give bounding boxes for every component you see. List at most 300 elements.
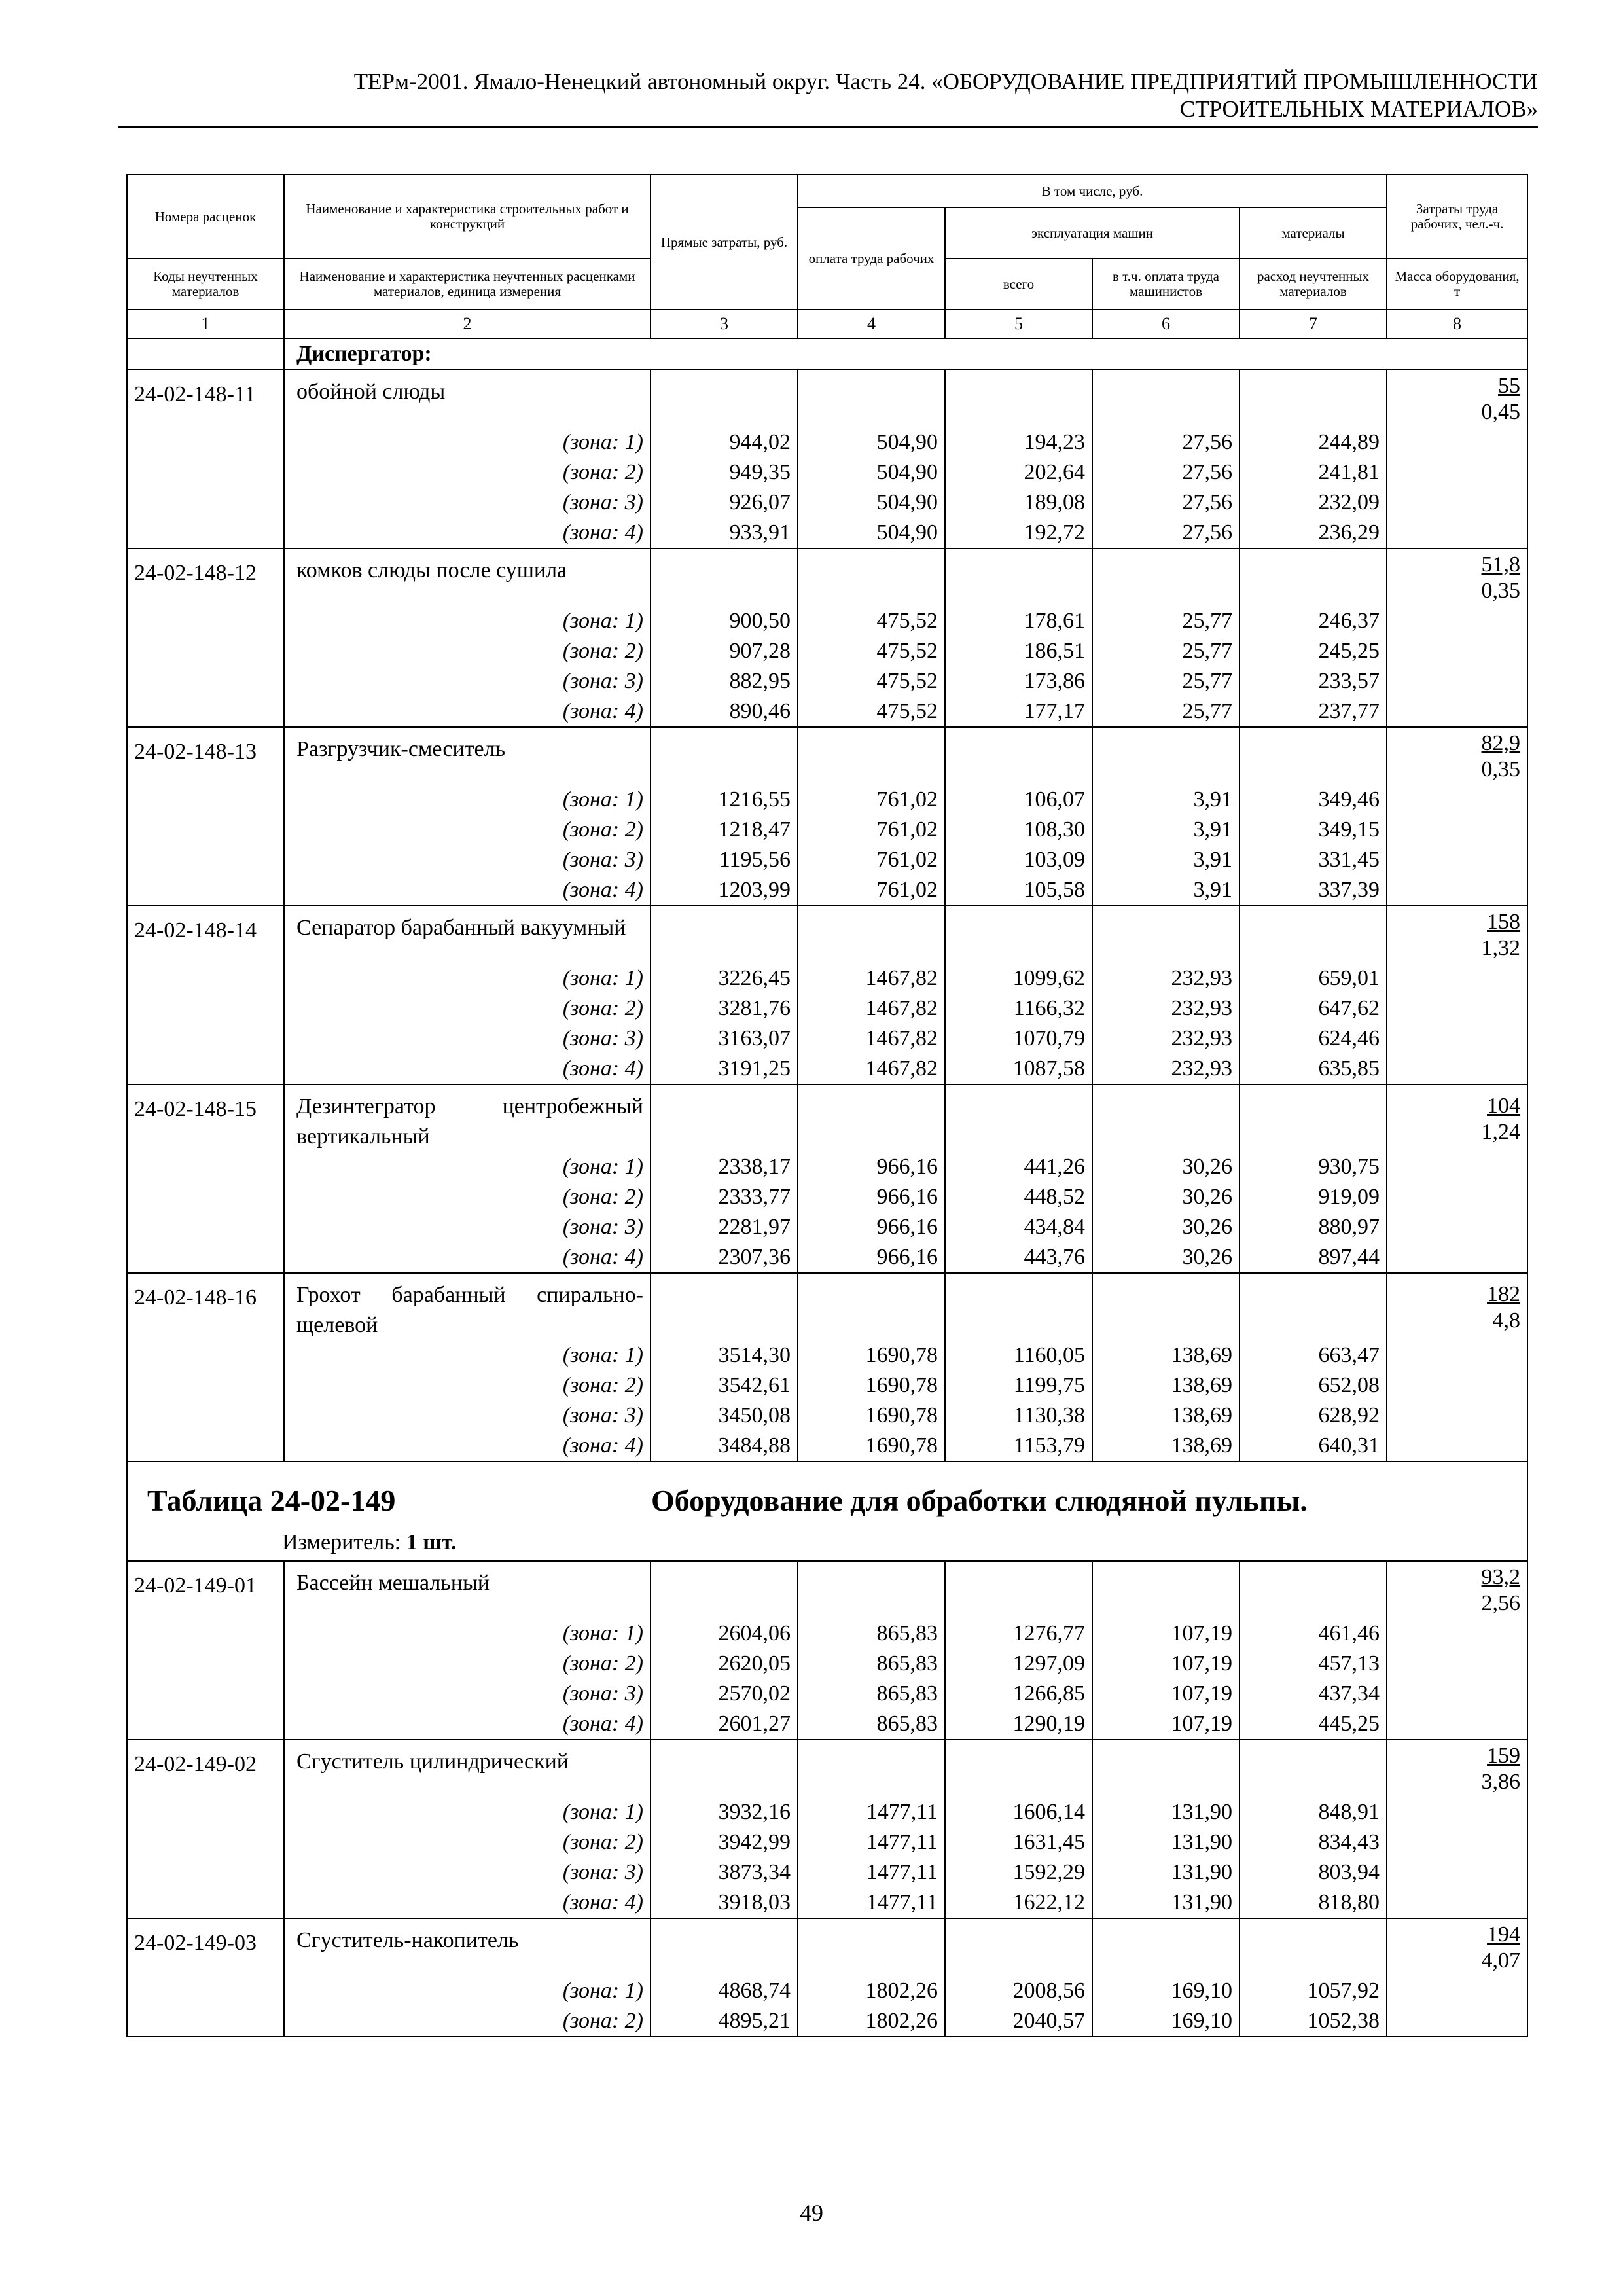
equipment-mass: 1,32 xyxy=(1481,936,1521,960)
machine-operation-value: 1199,75 xyxy=(945,1371,1092,1401)
zone-row xyxy=(127,1827,1527,1857)
labor-hours: 104 xyxy=(1487,1093,1521,1118)
labor-pay-value: 966,16 xyxy=(798,1152,945,1182)
machinist-pay-value: 107,19 xyxy=(1092,1619,1240,1649)
zone-label: (зона: 2) xyxy=(284,636,651,666)
direct-costs-value: 3932,16 xyxy=(651,1797,798,1827)
machine-operation-value: 108,30 xyxy=(945,815,1092,845)
labor-pay-value: 475,52 xyxy=(798,666,945,696)
machinist-pay-value: 232,93 xyxy=(1092,963,1240,994)
labor-hours: 182 xyxy=(1487,1282,1521,1306)
direct-costs-value: 2281,97 xyxy=(651,1212,798,1242)
direct-costs-value: 3942,99 xyxy=(651,1827,798,1857)
labor-pay-value: 761,02 xyxy=(798,875,945,906)
equipment-mass: 2,56 xyxy=(1481,1591,1521,1615)
rate-code: 24-02-149-03 xyxy=(127,1918,284,1976)
direct-costs-value: 2338,17 xyxy=(651,1152,798,1182)
labor-pay-value: 1690,78 xyxy=(798,1431,945,1462)
machinist-pay-value: 169,10 xyxy=(1092,1976,1240,2006)
machinist-pay-value: 3,91 xyxy=(1092,875,1240,906)
labor-hours: 51,8 xyxy=(1481,552,1521,577)
machinist-pay-value: 232,93 xyxy=(1092,1054,1240,1085)
labor-pay-value: 475,52 xyxy=(798,606,945,636)
labor-pay-value: 865,83 xyxy=(798,1679,945,1709)
zone-label: (зона: 3) xyxy=(284,1401,651,1431)
materials-cost-value: 848,91 xyxy=(1240,1797,1387,1827)
zone-row xyxy=(127,488,1527,518)
zone-label: (зона: 4) xyxy=(284,1888,651,1918)
materials-cost-value: 445,25 xyxy=(1240,1709,1387,1740)
machine-operation-value: 103,09 xyxy=(945,845,1092,875)
direct-costs-value: 3542,61 xyxy=(651,1371,798,1401)
header-direct-costs: Прямые затраты, руб. xyxy=(651,175,798,310)
direct-costs-value: 3450,08 xyxy=(651,1401,798,1431)
zone-label: (зона: 1) xyxy=(284,1152,651,1182)
labor-hours: 93,2 xyxy=(1481,1565,1521,1589)
machinist-pay-value: 131,90 xyxy=(1092,1857,1240,1888)
rate-name: Разгрузчик-смеситель xyxy=(284,727,651,785)
materials-cost-value: 237,77 xyxy=(1240,696,1387,727)
machinist-pay-value: 27,56 xyxy=(1092,457,1240,488)
zone-label: (зона: 4) xyxy=(284,1431,651,1462)
machine-operation-value: 2040,57 xyxy=(945,2006,1092,2037)
zone-label: (зона: 2) xyxy=(284,815,651,845)
materials-cost-value: 457,13 xyxy=(1240,1649,1387,1679)
rate-item-row xyxy=(127,1085,1527,1152)
rate-code: 24-02-148-11 xyxy=(127,370,284,427)
materials-cost-value: 349,15 xyxy=(1240,815,1387,845)
labor-pay-value: 761,02 xyxy=(798,845,945,875)
column-number: 8 xyxy=(1387,310,1527,338)
labor-pay-value: 475,52 xyxy=(798,636,945,666)
labor-mass-fraction xyxy=(1482,730,1521,783)
direct-costs-value: 2333,77 xyxy=(651,1182,798,1212)
direct-costs-value: 1195,56 xyxy=(651,845,798,875)
machine-operation-value: 1130,38 xyxy=(945,1401,1092,1431)
materials-cost-value: 233,57 xyxy=(1240,666,1387,696)
rate-code: 24-02-148-16 xyxy=(127,1273,284,1340)
rate-item-row xyxy=(127,370,1527,427)
column-number: 2 xyxy=(284,310,651,338)
materials-cost-value: 236,29 xyxy=(1240,518,1387,548)
zone-row xyxy=(127,994,1527,1024)
machinist-pay-value: 107,19 xyxy=(1092,1649,1240,1679)
zone-label: (зона: 3) xyxy=(284,666,651,696)
machine-operation-value: 1070,79 xyxy=(945,1024,1092,1054)
zone-label: (зона: 3) xyxy=(284,1679,651,1709)
direct-costs-value: 926,07 xyxy=(651,488,798,518)
materials-cost-value: 331,45 xyxy=(1240,845,1387,875)
rate-name: Бассейн мешальный xyxy=(284,1561,651,1619)
labor-pay-value: 865,83 xyxy=(798,1709,945,1740)
labor-pay-value: 504,90 xyxy=(798,518,945,548)
direct-costs-value: 1218,47 xyxy=(651,815,798,845)
direct-costs-value: 3281,76 xyxy=(651,994,798,1024)
rate-item-row xyxy=(127,1273,1527,1340)
direct-costs-value: 900,50 xyxy=(651,606,798,636)
machinist-pay-value: 138,69 xyxy=(1092,1431,1240,1462)
machinist-pay-value: 25,77 xyxy=(1092,636,1240,666)
table-body-148 xyxy=(127,338,1527,1462)
direct-costs-value: 3191,25 xyxy=(651,1054,798,1085)
zone-row xyxy=(127,636,1527,666)
running-head xyxy=(118,68,1538,123)
zone-label: (зона: 4) xyxy=(284,518,651,548)
zone-label: (зона: 2) xyxy=(284,1649,651,1679)
machine-operation-value: 1266,85 xyxy=(945,1679,1092,1709)
labor-pay-value: 1467,82 xyxy=(798,1024,945,1054)
zone-row xyxy=(127,1709,1527,1740)
zone-label: (зона: 1) xyxy=(284,427,651,457)
labor-mass-cell xyxy=(1387,1918,1527,1976)
column-number: 7 xyxy=(1240,310,1387,338)
zone-row xyxy=(127,1182,1527,1212)
labor-pay-value: 1690,78 xyxy=(798,1340,945,1371)
zone-row xyxy=(127,1340,1527,1371)
machinist-pay-value: 27,56 xyxy=(1092,518,1240,548)
direct-costs-value: 2307,36 xyxy=(651,1242,798,1273)
unit-of-measure xyxy=(282,1528,457,1558)
direct-costs-value: 944,02 xyxy=(651,427,798,457)
materials-cost-value: 628,92 xyxy=(1240,1401,1387,1431)
labor-pay-value: 865,83 xyxy=(798,1619,945,1649)
zone-row xyxy=(127,1242,1527,1273)
machine-operation-value: 177,17 xyxy=(945,696,1092,727)
zone-row xyxy=(127,1431,1527,1462)
zone-label: (зона: 1) xyxy=(284,606,651,636)
header-labor-pay: оплата труда рабочих xyxy=(798,207,945,310)
zone-label: (зона: 2) xyxy=(284,1182,651,1212)
direct-costs-value: 933,91 xyxy=(651,518,798,548)
materials-cost-value: 635,85 xyxy=(1240,1054,1387,1085)
labor-hours: 82,9 xyxy=(1481,731,1521,755)
zone-row xyxy=(127,606,1527,636)
machine-operation-value: 186,51 xyxy=(945,636,1092,666)
labor-pay-value: 761,02 xyxy=(798,815,945,845)
zone-row xyxy=(127,1679,1527,1709)
materials-cost-value: 244,89 xyxy=(1240,427,1387,457)
header-unaccounted-materials: расход неучтенных материалов xyxy=(1240,259,1387,310)
rate-code: 24-02-148-14 xyxy=(127,906,284,963)
labor-mass-cell xyxy=(1387,1273,1527,1340)
equipment-mass: 1,24 xyxy=(1481,1119,1521,1144)
machinist-pay-value: 25,77 xyxy=(1092,696,1240,727)
direct-costs-value: 3514,30 xyxy=(651,1340,798,1371)
zone-label: (зона: 3) xyxy=(284,1212,651,1242)
machine-operation-value: 178,61 xyxy=(945,606,1092,636)
header-including: В том числе, руб. xyxy=(798,175,1387,207)
machine-operation-value: 202,64 xyxy=(945,457,1092,488)
zone-label: (зона: 3) xyxy=(284,1024,651,1054)
machine-operation-value: 106,07 xyxy=(945,785,1092,815)
materials-cost-value: 1052,38 xyxy=(1240,2006,1387,2037)
labor-pay-value: 1467,82 xyxy=(798,994,945,1024)
unit-label: Измеритель: xyxy=(282,1530,401,1554)
zone-label: (зона: 1) xyxy=(284,1340,651,1371)
machinist-pay-value: 3,91 xyxy=(1092,785,1240,815)
labor-mass-cell xyxy=(1387,370,1527,427)
labor-pay-value: 1690,78 xyxy=(798,1401,945,1431)
rate-code: 24-02-148-12 xyxy=(127,548,284,606)
materials-cost-value: 640,31 xyxy=(1240,1431,1387,1462)
labor-pay-value: 475,52 xyxy=(798,696,945,727)
column-number: 3 xyxy=(651,310,798,338)
rate-code: 24-02-148-13 xyxy=(127,727,284,785)
zone-label: (зона: 3) xyxy=(284,1857,651,1888)
column-number: 5 xyxy=(945,310,1092,338)
zone-row xyxy=(127,963,1527,994)
materials-cost-value: 647,62 xyxy=(1240,994,1387,1024)
zone-row xyxy=(127,666,1527,696)
direct-costs-value: 1216,55 xyxy=(651,785,798,815)
zone-label: (зона: 1) xyxy=(284,1976,651,2006)
labor-pay-value: 966,16 xyxy=(798,1242,945,1273)
table-number: Таблица 24-02-149 xyxy=(147,1484,396,1517)
rate-name: Сгуститель-накопитель xyxy=(284,1918,651,1976)
labor-pay-value: 865,83 xyxy=(798,1649,945,1679)
machinist-pay-value: 27,56 xyxy=(1092,427,1240,457)
equipment-mass: 0,35 xyxy=(1481,757,1521,781)
materials-cost-value: 818,80 xyxy=(1240,1888,1387,1918)
materials-cost-value: 245,25 xyxy=(1240,636,1387,666)
labor-mass-cell xyxy=(1387,727,1527,785)
direct-costs-value: 3918,03 xyxy=(651,1888,798,1918)
materials-cost-value: 232,09 xyxy=(1240,488,1387,518)
machine-operation-value: 1606,14 xyxy=(945,1797,1092,1827)
machine-operation-value: 1153,79 xyxy=(945,1431,1092,1462)
labor-mass-fraction xyxy=(1482,909,1521,961)
materials-cost-value: 461,46 xyxy=(1240,1619,1387,1649)
materials-cost-value: 930,75 xyxy=(1240,1152,1387,1182)
zone-row xyxy=(127,815,1527,845)
labor-hours: 55 xyxy=(1498,374,1521,398)
machine-operation-value: 1622,12 xyxy=(945,1888,1092,1918)
machinist-pay-value: 3,91 xyxy=(1092,815,1240,845)
zone-label: (зона: 2) xyxy=(284,457,651,488)
machine-operation-value: 1297,09 xyxy=(945,1649,1092,1679)
table-header xyxy=(127,175,1527,338)
rate-item-row xyxy=(127,1918,1527,1976)
direct-costs-value: 2620,05 xyxy=(651,1649,798,1679)
direct-costs-value: 4895,21 xyxy=(651,2006,798,2037)
labor-pay-value: 504,90 xyxy=(798,488,945,518)
running-head-line1: ТЕРм-2001. Ямало-Ненецкий автономный округ. Часть 24. «ОБОРУДОВАНИЕ ПРЕДПРИЯТИЙ ПРОМЫШЛЕННОСТИ xyxy=(353,69,1538,94)
machinist-pay-value: 131,90 xyxy=(1092,1888,1240,1918)
labor-mass-fraction xyxy=(1482,373,1521,425)
labor-hours: 194 xyxy=(1487,1922,1521,1946)
materials-cost-value: 349,46 xyxy=(1240,785,1387,815)
direct-costs-value: 2570,02 xyxy=(651,1679,798,1709)
zone-row xyxy=(127,1976,1527,2006)
direct-costs-value: 890,46 xyxy=(651,696,798,727)
labor-mass-cell xyxy=(1387,1561,1527,1619)
labor-pay-value: 761,02 xyxy=(798,785,945,815)
materials-cost-value: 246,37 xyxy=(1240,606,1387,636)
zone-label: (зона: 2) xyxy=(284,1827,651,1857)
rate-item-row xyxy=(127,727,1527,785)
labor-mass-fraction xyxy=(1482,1743,1521,1795)
rate-item-row xyxy=(127,548,1527,606)
machinist-pay-value: 107,19 xyxy=(1092,1679,1240,1709)
direct-costs-value: 949,35 xyxy=(651,457,798,488)
direct-costs-value: 3163,07 xyxy=(651,1024,798,1054)
column-number: 1 xyxy=(127,310,284,338)
zone-row xyxy=(127,1054,1527,1085)
labor-mass-fraction xyxy=(1482,1093,1521,1145)
direct-costs-value: 4868,74 xyxy=(651,1976,798,2006)
header-work-name: Наименование и характеристика строительных работ и конструкций xyxy=(284,175,651,259)
materials-cost-value: 897,44 xyxy=(1240,1242,1387,1273)
labor-pay-value: 504,90 xyxy=(798,457,945,488)
zone-row xyxy=(127,2006,1527,2037)
rate-code: 24-02-149-02 xyxy=(127,1740,284,1797)
direct-costs-value: 3226,45 xyxy=(651,963,798,994)
machine-operation-value: 1087,58 xyxy=(945,1054,1092,1085)
machine-operation-value: 1099,62 xyxy=(945,963,1092,994)
machine-operation-value: 2008,56 xyxy=(945,1976,1092,2006)
machine-operation-value: 1290,19 xyxy=(945,1709,1092,1740)
zone-label: (зона: 2) xyxy=(284,2006,651,2037)
zone-row xyxy=(127,1371,1527,1401)
materials-cost-value: 663,47 xyxy=(1240,1340,1387,1371)
zone-label: (зона: 1) xyxy=(284,963,651,994)
zone-row xyxy=(127,696,1527,727)
labor-pay-value: 966,16 xyxy=(798,1212,945,1242)
zone-row xyxy=(127,1797,1527,1827)
header-rate-numbers: Номера расценок xyxy=(127,175,284,259)
rate-name: Сгуститель цилиндрический xyxy=(284,1740,651,1797)
equipment-mass: 3,86 xyxy=(1481,1770,1521,1794)
equipment-mass: 0,45 xyxy=(1481,400,1521,424)
zone-label: (зона: 4) xyxy=(284,1242,651,1273)
machinist-pay-value: 27,56 xyxy=(1092,488,1240,518)
machinist-pay-value: 138,69 xyxy=(1092,1401,1240,1431)
header-equipment-mass: Масса оборудования, т xyxy=(1387,259,1527,310)
machine-operation-value: 1160,05 xyxy=(945,1340,1092,1371)
direct-costs-value: 3484,88 xyxy=(651,1431,798,1462)
zone-label: (зона: 1) xyxy=(284,1619,651,1649)
materials-cost-value: 880,97 xyxy=(1240,1212,1387,1242)
page-number: 49 xyxy=(800,2200,823,2226)
machine-operation-value: 441,26 xyxy=(945,1152,1092,1182)
rate-item-row xyxy=(127,1561,1527,1619)
equipment-mass: 0,35 xyxy=(1481,579,1521,603)
group-heading: Диспергатор: xyxy=(284,338,1527,370)
unit-value: 1 шт. xyxy=(406,1530,457,1554)
labor-mass-cell xyxy=(1387,906,1527,963)
labor-pay-value: 1690,78 xyxy=(798,1371,945,1401)
machine-operation-value: 173,86 xyxy=(945,666,1092,696)
column-numbers-row xyxy=(127,310,1527,338)
machinist-pay-value: 30,26 xyxy=(1092,1152,1240,1182)
header-material-names: Наименование и характеристика неучтенных расценками материалов, единица измерения xyxy=(284,259,651,310)
machinist-pay-value: 232,93 xyxy=(1092,1024,1240,1054)
header-materials: материалы xyxy=(1240,207,1387,259)
labor-mass-cell xyxy=(1387,1740,1527,1797)
machinist-pay-value: 25,77 xyxy=(1092,666,1240,696)
zone-label: (зона: 1) xyxy=(284,1797,651,1827)
direct-costs-value: 907,28 xyxy=(651,636,798,666)
machinist-pay-value: 107,19 xyxy=(1092,1709,1240,1740)
machine-operation-value: 1631,45 xyxy=(945,1827,1092,1857)
header-rule xyxy=(118,126,1538,128)
labor-mass-cell xyxy=(1387,1085,1527,1152)
materials-cost-value: 1057,92 xyxy=(1240,1976,1387,2006)
direct-costs-value: 2601,27 xyxy=(651,1709,798,1740)
zone-row xyxy=(127,845,1527,875)
header-machine-operation: эксплуатация машин xyxy=(945,207,1240,259)
zone-row xyxy=(127,427,1527,457)
materials-cost-value: 659,01 xyxy=(1240,963,1387,994)
zone-label: (зона: 4) xyxy=(284,875,651,906)
zone-row xyxy=(127,518,1527,548)
materials-cost-value: 437,34 xyxy=(1240,1679,1387,1709)
zone-label: (зона: 3) xyxy=(284,845,651,875)
zone-row xyxy=(127,875,1527,906)
header-machinist-pay: в т.ч. оплата труда машинистов xyxy=(1092,259,1240,310)
labor-pay-value: 1477,11 xyxy=(798,1888,945,1918)
materials-cost-value: 241,81 xyxy=(1240,457,1387,488)
zone-row xyxy=(127,457,1527,488)
equipment-mass: 4,07 xyxy=(1481,1948,1521,1973)
machinist-pay-value: 138,69 xyxy=(1092,1340,1240,1371)
zone-row xyxy=(127,1619,1527,1649)
rate-item-row xyxy=(127,906,1527,963)
running-head-line2: СТРОИТЕЛЬНЫХ МАТЕРИАЛОВ» xyxy=(1179,96,1538,122)
materials-cost-value: 803,94 xyxy=(1240,1857,1387,1888)
labor-pay-value: 504,90 xyxy=(798,427,945,457)
zone-row xyxy=(127,1888,1527,1918)
machine-operation-value: 194,23 xyxy=(945,427,1092,457)
direct-costs-value: 1203,99 xyxy=(651,875,798,906)
table-section-heading xyxy=(128,1462,1527,1560)
rate-name: Сепаратор барабанный вакуумный xyxy=(284,906,651,963)
column-number: 6 xyxy=(1092,310,1240,338)
rate-item-row xyxy=(127,1740,1527,1797)
table-body-149 xyxy=(127,1561,1527,2037)
machinist-pay-value: 169,10 xyxy=(1092,2006,1240,2037)
machinist-pay-value: 30,26 xyxy=(1092,1242,1240,1273)
machinist-pay-value: 138,69 xyxy=(1092,1371,1240,1401)
zone-row xyxy=(127,1857,1527,1888)
labor-hours: 159 xyxy=(1487,1744,1521,1768)
machine-operation-value: 443,76 xyxy=(945,1242,1092,1273)
machine-operation-value: 1166,32 xyxy=(945,994,1092,1024)
zone-label: (зона: 3) xyxy=(284,488,651,518)
machine-operation-value: 1276,77 xyxy=(945,1619,1092,1649)
direct-costs-value: 2604,06 xyxy=(651,1619,798,1649)
rates-table xyxy=(126,174,1528,2037)
rate-code: 24-02-148-15 xyxy=(127,1085,284,1152)
machinist-pay-value: 131,90 xyxy=(1092,1797,1240,1827)
labor-pay-value: 1802,26 xyxy=(798,2006,945,2037)
zone-label: (зона: 4) xyxy=(284,696,651,727)
labor-pay-value: 1477,11 xyxy=(798,1797,945,1827)
labor-hours: 158 xyxy=(1487,910,1521,934)
labor-mass-fraction xyxy=(1482,552,1521,604)
zone-row xyxy=(127,1024,1527,1054)
rate-name: комков слюды после сушила xyxy=(284,548,651,606)
machine-operation-value: 448,52 xyxy=(945,1182,1092,1212)
section-149-header xyxy=(127,1462,1527,1561)
equipment-mass: 4,8 xyxy=(1492,1308,1521,1333)
zone-label: (зона: 2) xyxy=(284,994,651,1024)
materials-cost-value: 834,43 xyxy=(1240,1827,1387,1857)
materials-cost-value: 624,46 xyxy=(1240,1024,1387,1054)
labor-mass-fraction xyxy=(1482,1922,1521,1974)
machinist-pay-value: 131,90 xyxy=(1092,1827,1240,1857)
machine-operation-value: 1592,29 xyxy=(945,1857,1092,1888)
